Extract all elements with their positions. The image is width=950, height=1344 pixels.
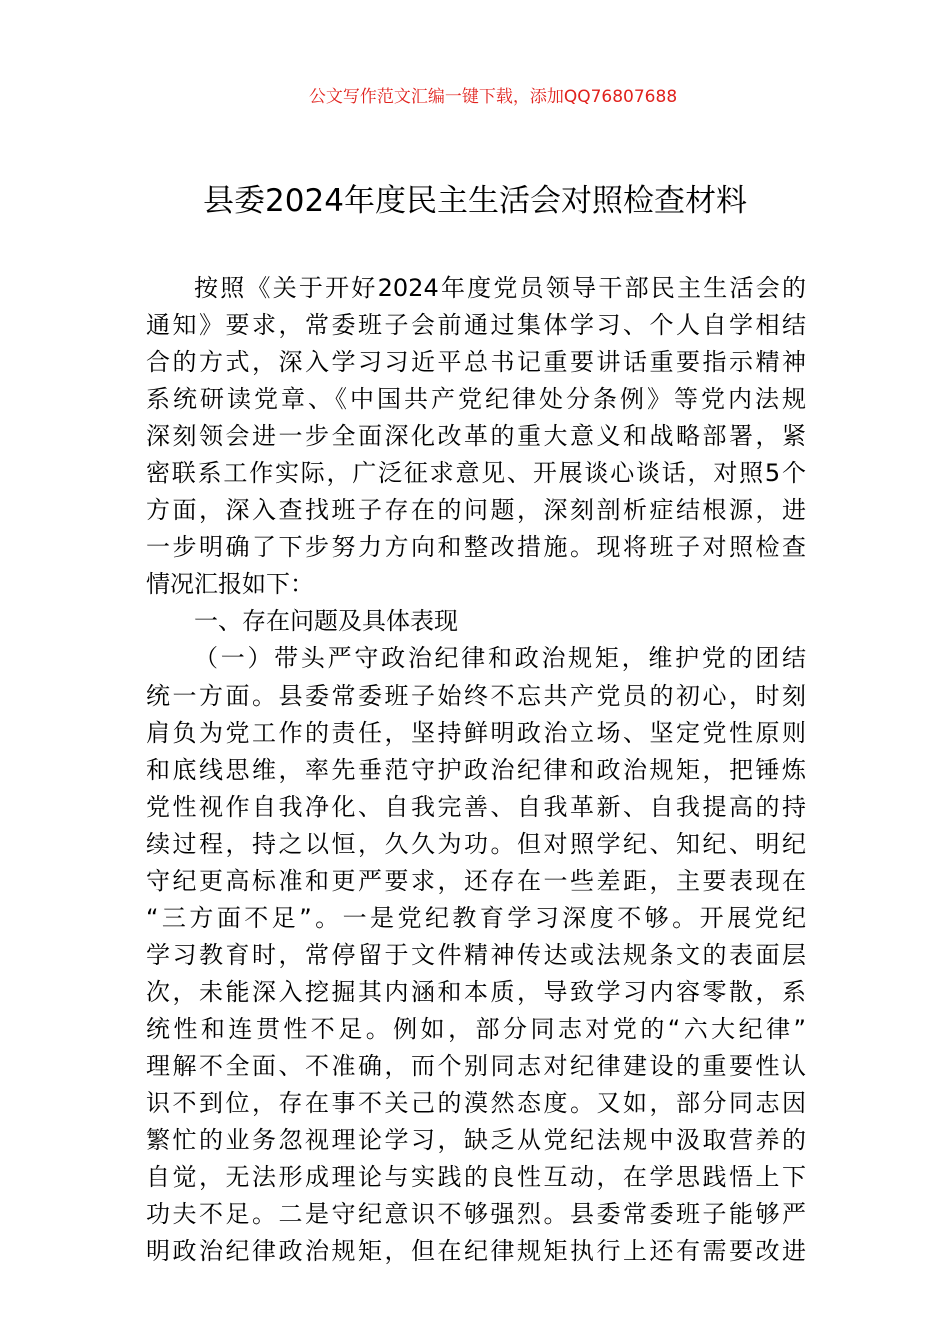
download-banner: 公文写作范文汇编一键下载，添加QQ76807688	[308, 87, 678, 107]
paragraph-line: 通知》要求，常委班子会前通过集体学习、个人自学相结	[146, 311, 806, 340]
paragraph-line: 合的方式，深入学习习近平总书记重要讲话重要指示精神	[146, 348, 806, 377]
paragraph-line: 自觉，无法形成理论与实践的良性互动，在学思践悟上下	[146, 1163, 806, 1192]
paragraph-line: 一步明确了下步努力方向和整改措施。现将班子对照检查	[146, 533, 806, 562]
paragraph-line: （一）带头严守政治纪律和政治规矩，维护党的团结	[194, 644, 806, 673]
paragraph-line: 明政治纪律政治规矩，但在纪律规矩执行上还有需要改进	[146, 1237, 806, 1266]
paragraph-line: 理解不全面、不准确，而个别同志对纪律建设的重要性认	[146, 1051, 806, 1080]
paragraph-line: 和底线思维，率先垂范守护政治纪律和政治规矩，把锤炼	[146, 755, 806, 784]
paragraph-line: 系统研读党章、《中国共产党纪律处分条例》等党内法规	[146, 385, 806, 414]
paragraph-line: 肩负为党工作的责任，坚持鲜明政治立场、坚定党性原则	[146, 718, 806, 747]
paragraph-line: 识不到位，存在事不关己的漠然态度。又如，部分同志因	[146, 1089, 806, 1118]
section-heading: 一、存在问题及具体表现	[194, 607, 458, 636]
paragraph-line: 党性视作自我净化、自我完善、自我革新、自我提高的持	[146, 792, 806, 821]
paragraph-line: 情况汇报如下：	[146, 570, 314, 599]
paragraph-line: “三方面不足”。一是党纪教育学习深度不够。开展党纪	[146, 903, 806, 932]
paragraph-line: 学习教育时，常停留于文件精神传达或法规条文的表面层	[146, 940, 806, 969]
document-title: 县委2024年度民主生活会对照检查材料	[203, 183, 747, 219]
paragraph-line: 方面，深入查找班子存在的问题，深刻剖析症结根源，进	[146, 496, 806, 525]
paragraph-line: 按照《关于开好2024年度党员领导干部民主生活会的	[194, 274, 806, 302]
paragraph-line: 续过程，持之以恒，久久为功。但对照学纪、知纪、明纪	[146, 829, 806, 858]
paragraph-line: 深刻领会进一步全面深化改革的重大意义和战略部署，紧	[146, 422, 806, 451]
paragraph-line: 密联系工作实际，广泛征求意见、开展谈心谈话，对照5个	[146, 459, 806, 488]
paragraph-line: 守纪更高标准和更严要求，还存在一些差距，主要表现在	[146, 866, 806, 895]
paragraph-line: 统一方面。县委常委班子始终不忘共产党员的初心，时刻	[146, 681, 806, 710]
paragraph-line: 统性和连贯性不足。例如，部分同志对党的“六大纪律”	[146, 1014, 806, 1043]
document-body	[146, 270, 806, 1270]
paragraph-line: 繁忙的业务忽视理论学习，缺乏从党纪法规中汲取营养的	[146, 1126, 806, 1155]
paragraph-line: 次，未能深入挖掘其内涵和本质，导致学习内容零散，系	[146, 977, 806, 1006]
paragraph-line: 功夫不足。二是守纪意识不够强烈。县委常委班子能够严	[146, 1200, 806, 1229]
